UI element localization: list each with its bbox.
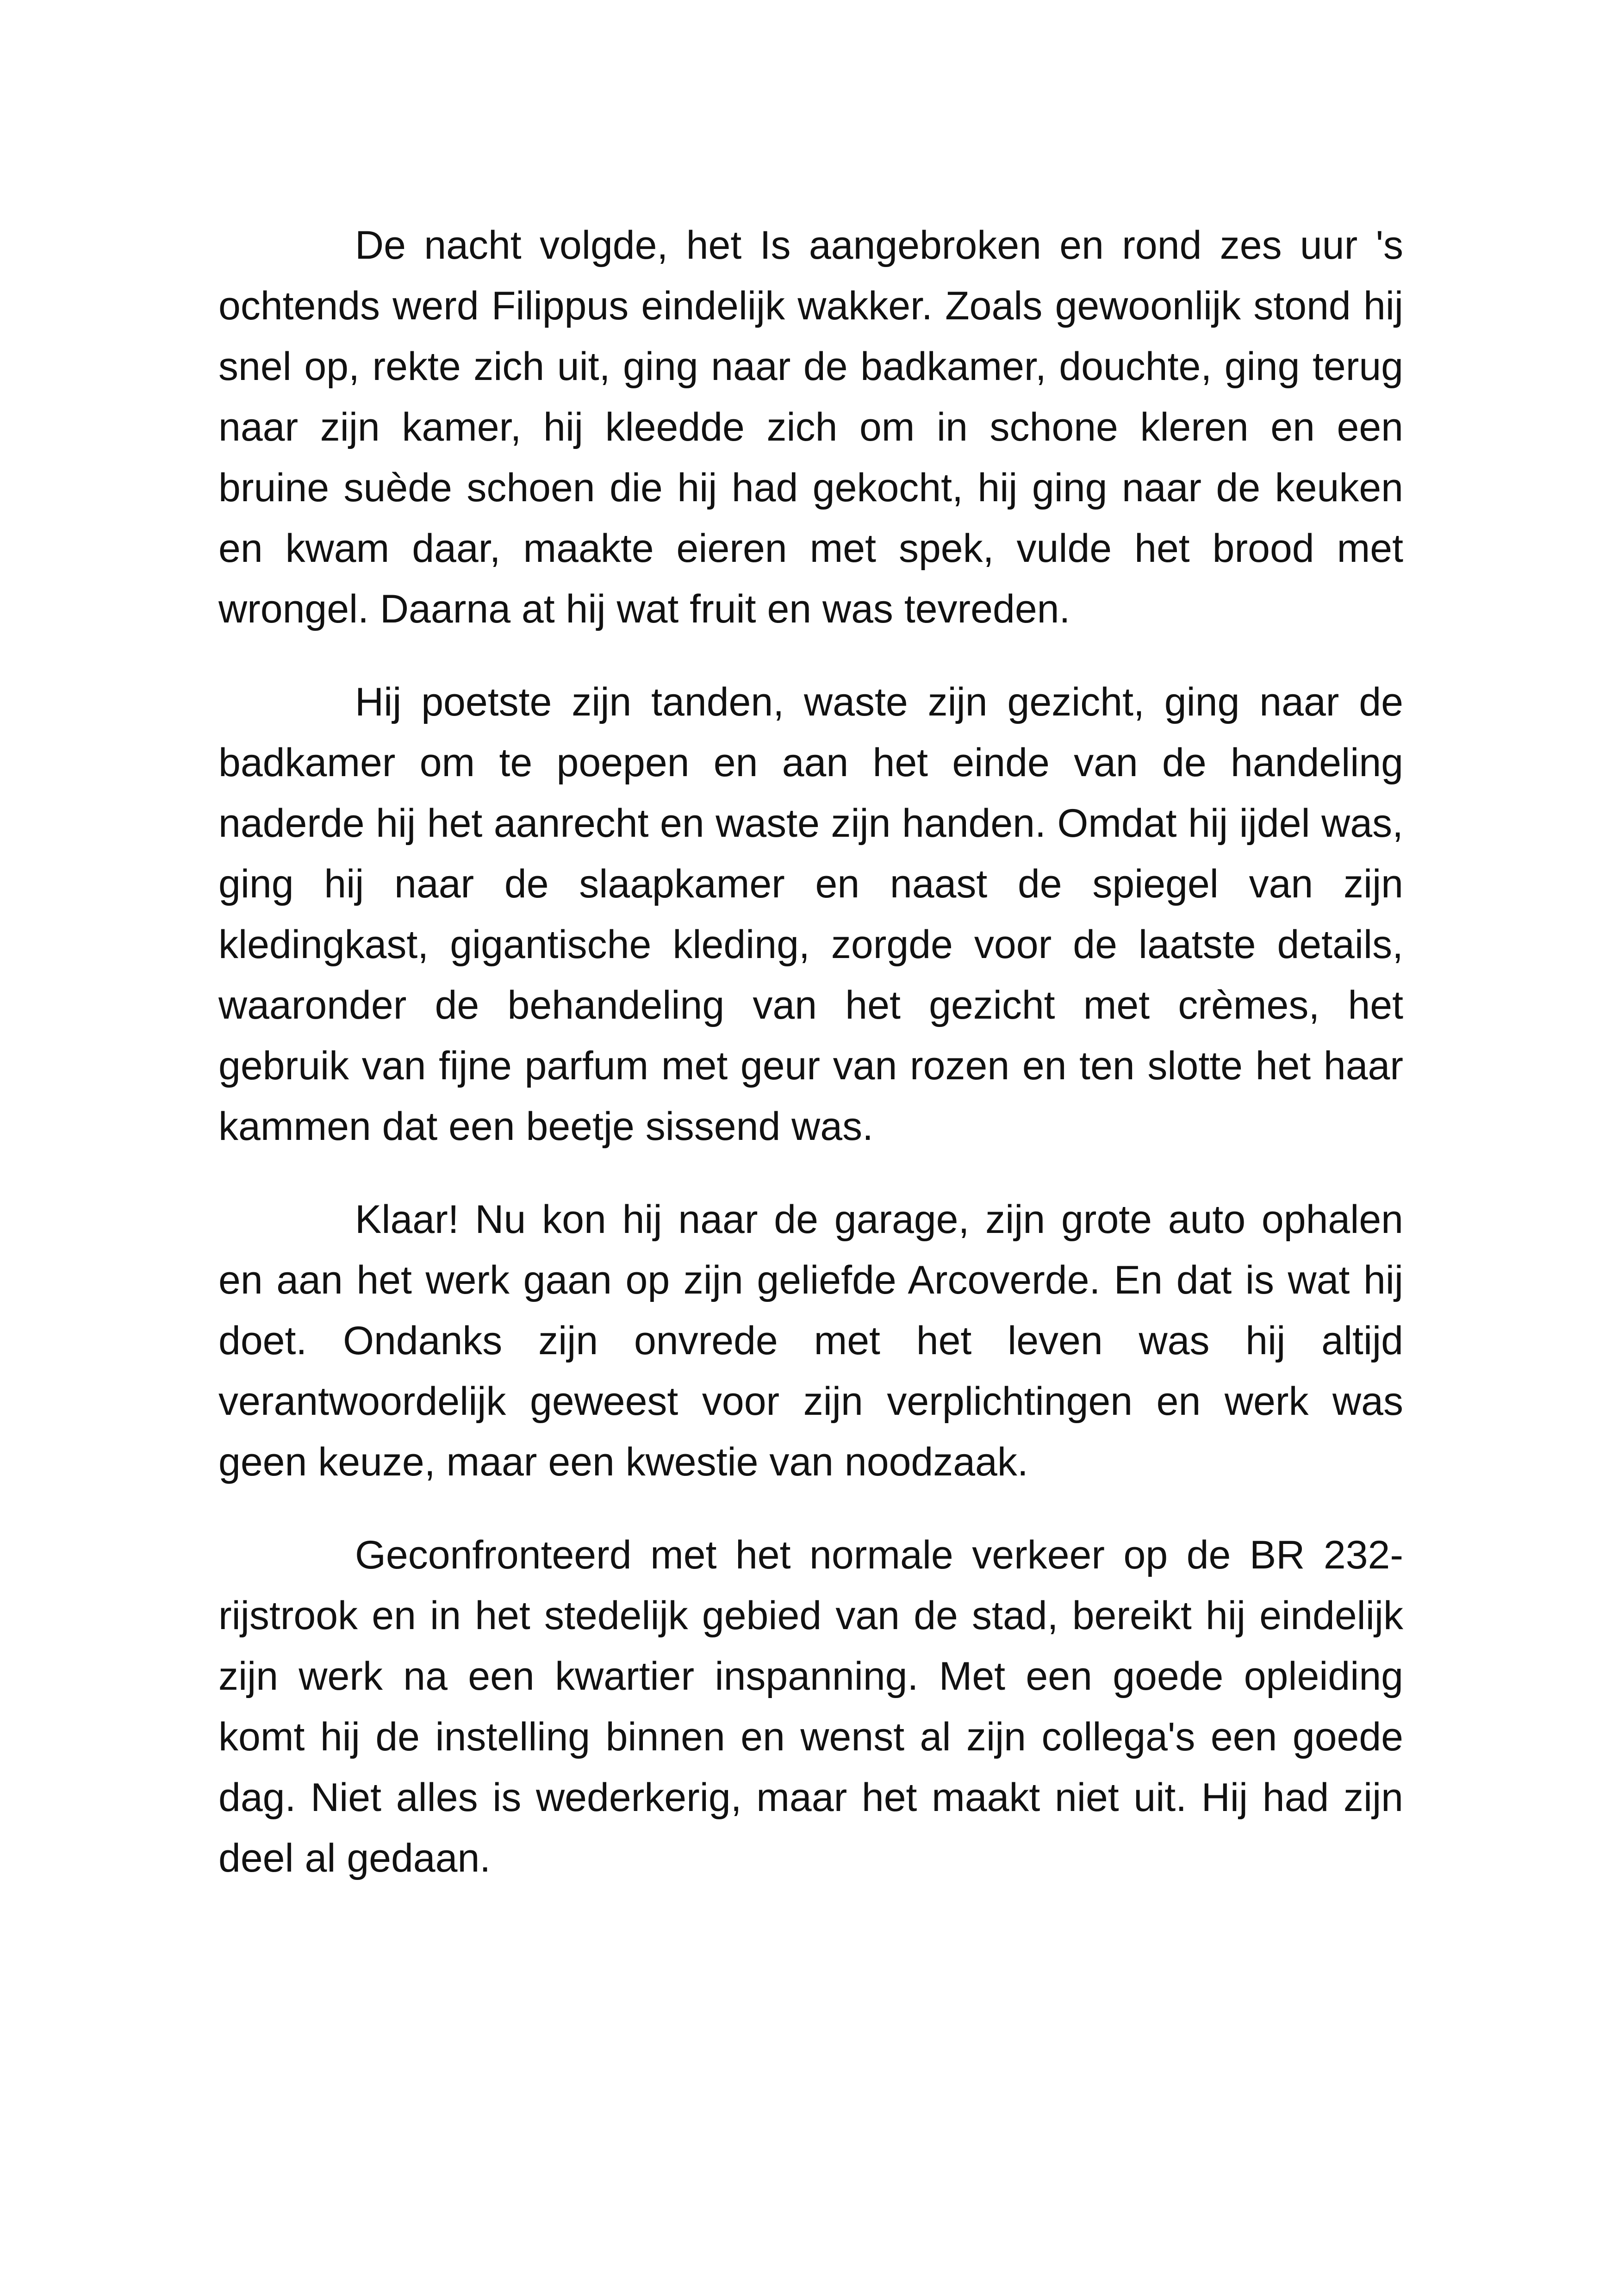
- paragraph-1: De nacht volgde, het Is aangebroken en rond zes uur 's ochtends werd Filippus eindelijk wakker. Zoals gewoonlijk stond hij snel op, rekte zich uit, ging naar de badkamer, douchte, ging terug naar zijn kamer, hij kleedde zich om in schone kleren en een bruine suède schoen die hij had gekocht, hij ging naar de keuken en kwam daar, maakte eieren met spek, vulde het brood met wrongel. Daarna at hij wat fruit en was tevreden.: [218, 223, 1403, 631]
- paragraph-3: Klaar! Nu kon hij naar de garage, zijn grote auto ophalen en aan het werk gaan op zijn geliefde Arcoverde. En dat is wat hij doet. Ondanks zijn onvrede met het leven was hij altijd verantwoordelijk geweest voor zijn verplichtingen en werk was geen keuze, maar een kwestie van noodzaak.: [218, 1197, 1403, 1484]
- body-text: [218, 215, 1403, 1921]
- paragraph-4: Geconfronteerd met het normale verkeer op de BR 232-rijstrook en in het stedelijk gebied van de stad, bereikt hij eindelijk zijn werk na een kwartier inspanning. Met een goede opleiding komt hij de instelling binnen en wenst al zijn collega's een goede dag. Niet alles is wederkerig, maar het maakt niet uit. Hij had zijn deel al gedaan.: [218, 1533, 1403, 1880]
- paragraph-2: Hij poetste zijn tanden, waste zijn gezicht, ging naar de badkamer om te poepen en aan het einde van de handeling naderde hij het aanrecht en waste zijn handen. Omdat hij ijdel was, ging hij naar de slaapkamer en naast de spiegel van zijn kledingkast, gigantische kleding, zorgde voor de laatste details, waaronder de behandeling van het gezicht met crèmes, het gebruik van fijne parfum met geur van rozen en ten slotte het haar kammen dat een beetje sissend was.: [218, 680, 1403, 1149]
